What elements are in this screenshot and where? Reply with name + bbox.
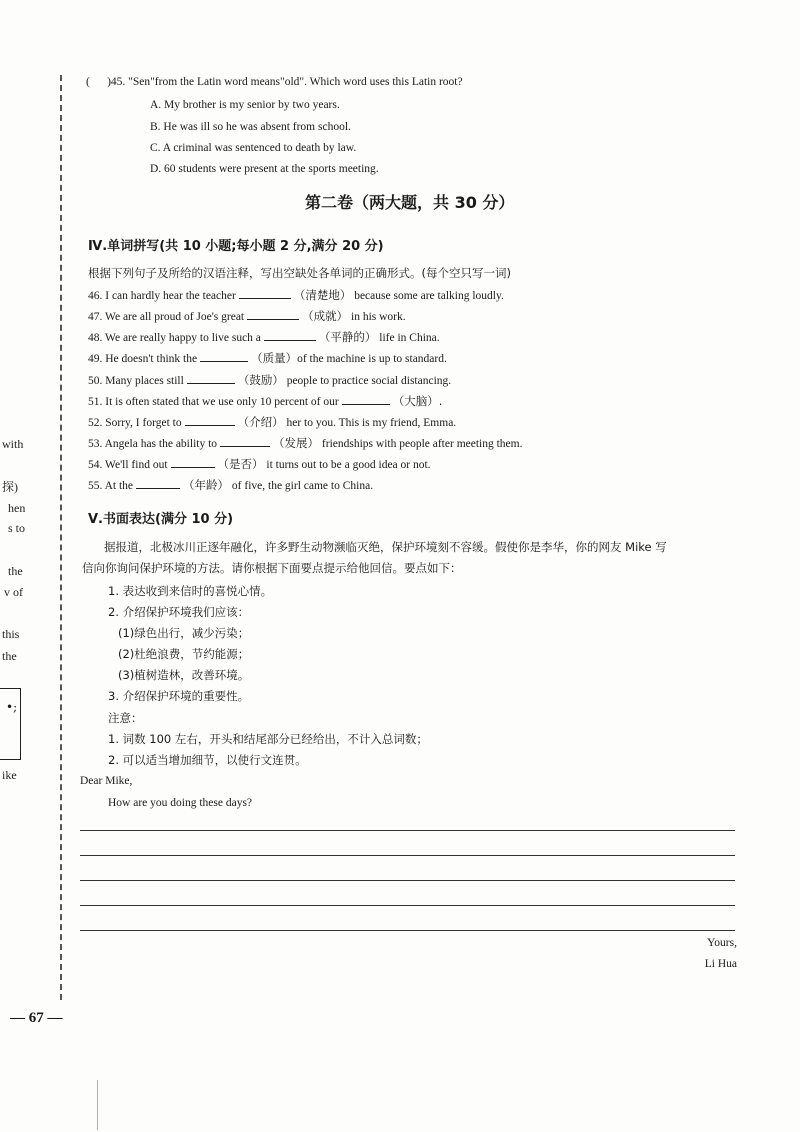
point-3: 3. 介绍保护环境的重要性。 xyxy=(108,689,250,703)
item-text: 51. It is often stated that we use only 10 percent of our xyxy=(88,396,339,408)
item-text: it turns out to be a good idea or not. xyxy=(266,459,431,471)
margin-fragment: this xyxy=(2,627,20,641)
hint: （介绍） xyxy=(237,415,284,429)
point-1: 1. 表达收到来信时的喜悦心情。 xyxy=(108,584,273,598)
item-text: people to practice social distancing. xyxy=(286,375,452,387)
section-5-title: Ⅴ.书面表达(满分 10 分) xyxy=(88,512,234,527)
section-4-instruction: 根据下列句子及所给的汉语注释，写出空缺处各单词的正确形式。(每个空只写一词) xyxy=(88,266,511,280)
section-4-title: Ⅳ.单词拼写(共 10 小题;每小题 2 分,满分 20 分) xyxy=(88,239,384,254)
writing-line[interactable] xyxy=(80,880,735,881)
letter-closing: Yours, xyxy=(707,937,737,949)
margin-fragment: s to xyxy=(8,521,26,535)
option-a: A. My brother is my senior by two years. xyxy=(150,99,340,111)
option-b: B. He was ill so he was absent from school. xyxy=(150,121,351,133)
note-title: 注意： xyxy=(108,711,143,725)
item-text: in his work. xyxy=(351,311,406,323)
answer-blank[interactable] xyxy=(136,477,180,489)
item-50 xyxy=(88,372,451,388)
item-text: life in China. xyxy=(379,332,440,344)
item-text: 49. He doesn't think the xyxy=(88,353,198,365)
item-55 xyxy=(88,477,373,493)
margin-mark: •; xyxy=(6,700,18,714)
item-47 xyxy=(88,308,406,324)
answer-blank[interactable] xyxy=(342,393,390,405)
binding-dashed-line xyxy=(60,75,62,1000)
answer-blank[interactable] xyxy=(220,435,270,447)
note-1: 1. 词数 100 左右，开头和结尾部分已经给出，不计入总词数； xyxy=(108,732,428,746)
answer-blank[interactable] xyxy=(187,372,235,384)
hint: （质量） xyxy=(251,351,298,365)
margin-fragment: with xyxy=(2,437,24,451)
item-49 xyxy=(88,350,447,366)
point-2: 2. 介绍保护环境我们应该： xyxy=(108,605,250,619)
item-text: 55. At the xyxy=(88,480,134,492)
writing-line[interactable] xyxy=(80,830,735,831)
writing-line[interactable] xyxy=(80,930,735,931)
part-two-title: 第二卷（两大题，共 30 分） xyxy=(305,193,515,212)
option-c: C. A criminal was sentenced to death by law. xyxy=(150,142,357,154)
hint: （清楚地） xyxy=(293,288,352,302)
writing-line[interactable] xyxy=(80,855,735,856)
letter-signature: Li Hua xyxy=(704,958,737,970)
margin-fragment: ike xyxy=(2,768,17,782)
answer-bracket: ( )45. xyxy=(86,76,126,88)
item-text: of five, the girl came to China. xyxy=(231,480,374,492)
item-text: 48. We are really happy to live such a xyxy=(88,332,261,344)
answer-blank[interactable] xyxy=(247,308,299,320)
answer-blank[interactable] xyxy=(200,350,248,362)
item-text: 53. Angela has the ability to xyxy=(88,438,218,450)
prompt-line-1: 据报道，北极冰川正逐年融化，许多野生动物濒临灭绝，保护环境刻不容缓。假使你是李华，你的网友 Mike 写 xyxy=(104,540,667,554)
item-54 xyxy=(88,456,431,472)
prompt-line-2: 信向你询问保护环境的方法。请你根据下面要点提示给他回信。要点如下： xyxy=(82,561,462,575)
margin-fragment: v of xyxy=(4,585,23,599)
hint: （成就） xyxy=(302,309,349,323)
item-text: 46. I can hardly hear the teacher xyxy=(88,290,236,302)
item-text: her to you. This is my friend, Emma. xyxy=(286,417,457,429)
margin-fragment: hen xyxy=(8,501,26,515)
hint: （平静的） xyxy=(318,330,377,344)
item-text: friendships with people after meeting them. xyxy=(321,438,523,450)
hint: （大脑）. xyxy=(392,394,443,408)
item-text: of the machine is up to standard. xyxy=(297,353,447,365)
item-53 xyxy=(88,435,522,451)
item-text: 50. Many places still xyxy=(88,375,184,387)
point-2-1: (1)绿色出行，减少污染； xyxy=(118,626,250,640)
margin-fragment: 探) xyxy=(2,480,18,494)
hint: （发展） xyxy=(273,436,320,450)
margin-box-fragment xyxy=(0,688,21,760)
margin-fragment: the xyxy=(2,649,17,663)
answer-blank[interactable] xyxy=(239,287,291,299)
writing-line[interactable] xyxy=(80,905,735,906)
item-48 xyxy=(88,329,440,345)
page-number: — 67 — xyxy=(10,1010,63,1026)
margin-fragment: the xyxy=(8,564,23,578)
point-2-2: (2)杜绝浪费，节约能源； xyxy=(118,647,250,661)
letter-opening: How are you doing these days? xyxy=(108,797,253,809)
item-text: 54. We'll find out xyxy=(88,459,168,471)
answer-blank[interactable] xyxy=(185,414,235,426)
question-45 xyxy=(86,76,463,88)
hint: （鼓励） xyxy=(237,373,284,387)
answer-blank[interactable] xyxy=(171,456,215,468)
item-51 xyxy=(88,393,442,409)
answer-blank[interactable] xyxy=(264,329,316,341)
option-d: D. 60 students were present at the sports meeting. xyxy=(150,163,379,175)
question-stem: "Sen"from the Latin word means"old". Which word uses this Latin root? xyxy=(128,76,463,88)
item-text: 52. Sorry, I forget to xyxy=(88,417,182,429)
letter-greeting: Dear Mike, xyxy=(80,775,133,787)
point-2-3: (3)植树造林，改善环境。 xyxy=(118,668,250,682)
item-46 xyxy=(88,287,504,303)
hint: （是否） xyxy=(217,457,264,471)
hint: （年龄） xyxy=(183,478,230,492)
scan-edge-line xyxy=(97,1080,98,1130)
item-52 xyxy=(88,414,456,430)
item-text: because some are talking loudly. xyxy=(354,290,504,302)
note-2: 2. 可以适当增加细节，以使行文连贯。 xyxy=(108,753,307,767)
item-text: 47. We are all proud of Joe's great xyxy=(88,311,245,323)
